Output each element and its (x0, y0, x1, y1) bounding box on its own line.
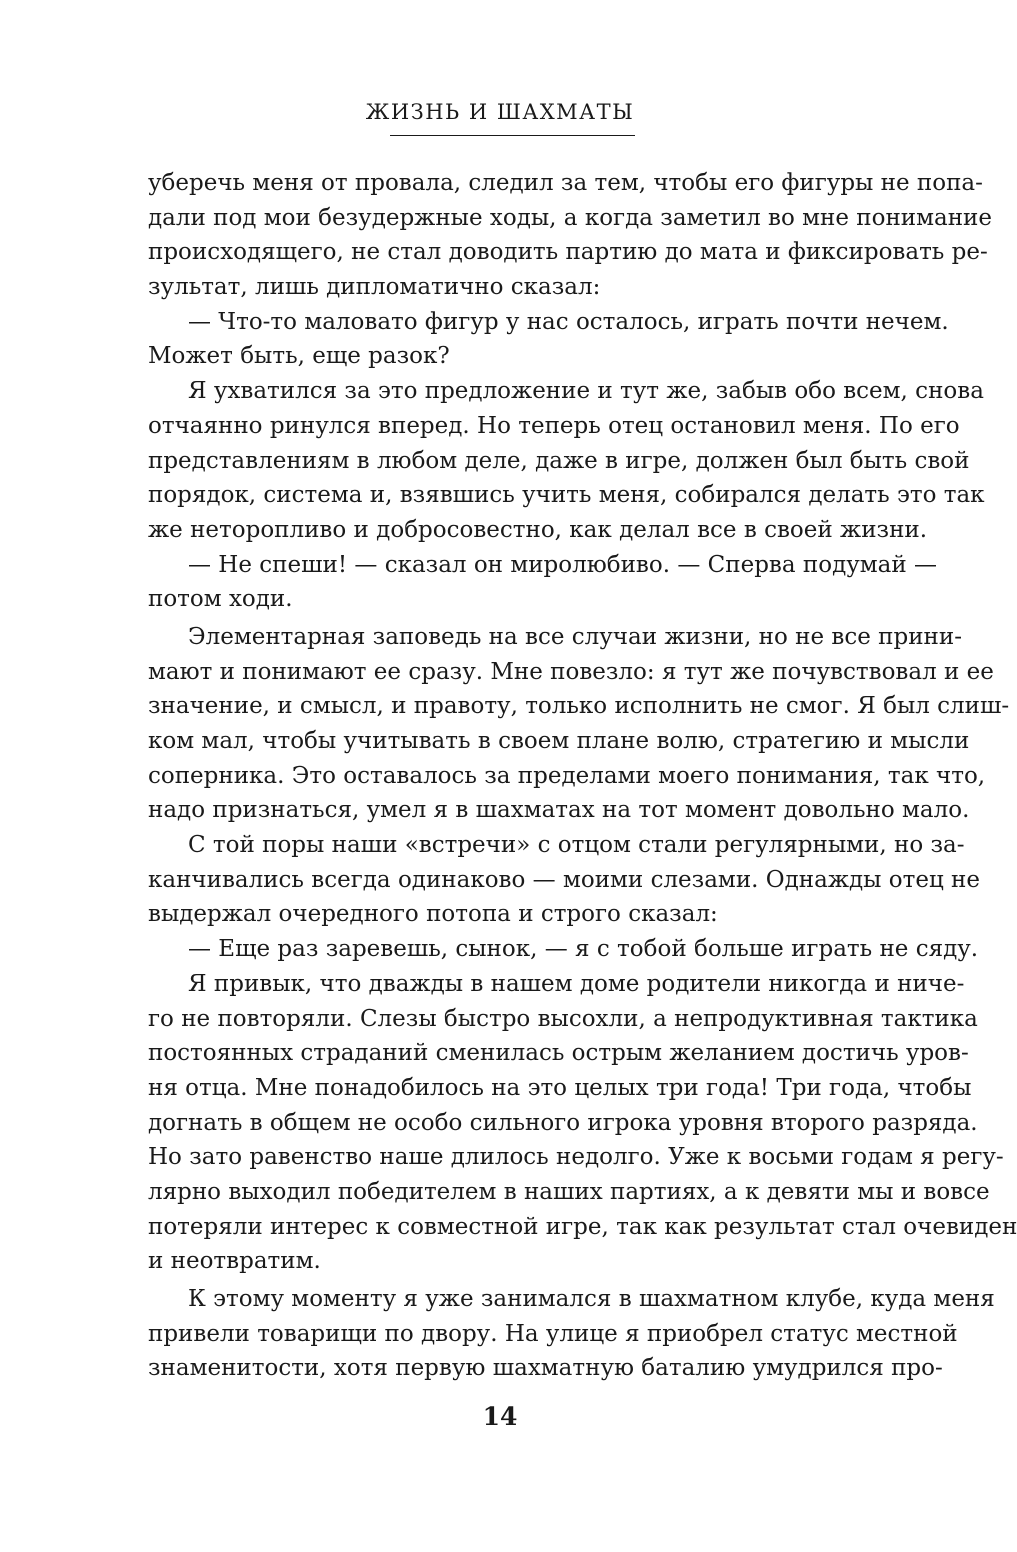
text-line: происходящего, не стал доводить партию до мата и фиксировать ре- (148, 239, 988, 266)
text-line: привели товарищи по двору. На улице я приобрел статус местной (148, 1320, 958, 1347)
text-line: — Не спеши! — сказал он миролюбиво. — Сперва подумай — (188, 551, 938, 578)
text-line: Но зато равенство наше длилось недолго. Уже к восьми годам я регу- (148, 1144, 1004, 1171)
text-line: отчаянно ринулся вперед. Но теперь отец остановил меня. По его (148, 412, 960, 439)
text-line: и неотвратим. (148, 1248, 321, 1275)
text-line: С той поры наши «встречи» с отцом стали регулярными, но за- (188, 832, 965, 859)
text-line: лярно выходил победителем в наших партиях, а к девяти мы и вовсе (148, 1178, 990, 1205)
text-line: же неторопливо и добросовестно, как делал все в своей жизни. (148, 516, 928, 543)
text-line: ком мал, чтобы учитывать в своем плане волю, стратегию и мысли (148, 728, 970, 754)
text-line: зультат, лишь дипломатично сказал: (148, 274, 601, 301)
body-text (148, 166, 1017, 1386)
text-line: Может быть, еще разок? (148, 343, 450, 370)
text-line: представлениям в любом деле, даже в игре, должен был быть свой (148, 447, 970, 474)
text-line: порядок, система и, взявшись учить меня, собирался делать это так (148, 482, 985, 509)
text-line: Элементарная заповедь на все случаи жизни, но не все прини- (188, 623, 962, 650)
text-line: потеряли интерес к совместной игре, так как результат стал очевиден (148, 1213, 1017, 1240)
text-line: догнать в общем не особо сильного игрока уровня второго разряда. (148, 1109, 978, 1136)
text-line: — Что-то маловато фигур у нас осталось, играть почти нечем. (188, 308, 949, 335)
text-line: го не повторяли. Слезы быстро высохли, а непродуктивная тактика (148, 1005, 978, 1032)
text-line: выдержал очередного потопа и строго сказал: (148, 901, 718, 928)
text-line: мают и понимают ее сразу. Мне повезло: я тут же почувствовал и ее (148, 658, 994, 685)
text-line: постоянных страданий сменилась острым желанием достичь уров- (148, 1040, 969, 1067)
text-line: потом ходи. (148, 586, 293, 613)
text-line: надо признаться, умел я в шахматах на тот момент довольно мало. (148, 797, 970, 824)
text-line: К этому моменту я уже занимался в шахматном клубе, куда меня (188, 1286, 995, 1312)
running-head: ЖИЗНЬ И ШАХМАТЫ (365, 100, 635, 124)
running-head-rule (390, 135, 635, 136)
text-line: Я привык, что дважды в нашем доме родители никогда и ниче- (188, 970, 965, 997)
text-line: значение, и смысл, и правоту, только исполнить не смог. Я был слиш- (148, 693, 1010, 720)
text-line: дали под мои безудержные ходы, а когда заметил во мне понимание (148, 204, 992, 231)
text-line: соперника. Это оставалось за пределами моего понимания, так что, (148, 762, 986, 789)
text-line: ня отца. Мне понадобилось на это целых три года! Три года, чтобы (148, 1074, 972, 1101)
text-line: канчивались всегда одинаково — моими слезами. Однажды отец не (148, 866, 980, 893)
text-line: знаменитости, хотя первую шахматную баталию умудрился про- (148, 1355, 943, 1382)
text-line: — Еще раз заревешь, сынок, — я с тобой больше играть не сяду. (188, 936, 979, 963)
page-number: 14 (482, 1402, 518, 1431)
text-line: уберечь меня от провала, следил за тем, чтобы его фигуры не попа- (148, 170, 983, 196)
text-line: Я ухватился за это предложение и тут же, забыв обо всем, снова (188, 378, 984, 405)
